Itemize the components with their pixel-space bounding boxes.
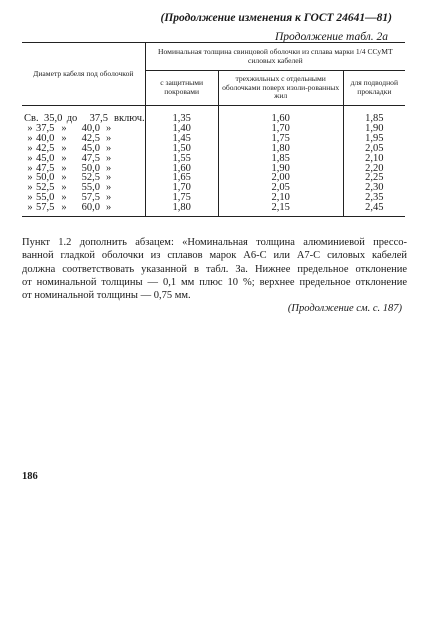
range-suffix: » (106, 152, 112, 164)
table-continuation-label: Продолжение табл. 2а (275, 31, 388, 43)
paragraph-line: ванной гладкой оболочки из сплавов марок А6-С или А7-С силовых кабелей (22, 250, 407, 262)
thickness-underwater-cell: 2,05 (343, 144, 405, 154)
range-from: 50,0 (36, 172, 55, 184)
thickness-underwater-cell: 1,95 (343, 134, 405, 144)
range-suffix: » (106, 172, 112, 184)
range-prefix: » (27, 122, 33, 134)
table-row (22, 134, 405, 144)
range-from: 57,5 (36, 202, 55, 214)
range-from: 37,5 (36, 122, 55, 134)
diameter-column-header: Диаметр кабеля под оболочкой (22, 43, 145, 106)
table-row (22, 154, 405, 164)
thickness-underwater-cell: 1,85 (343, 114, 405, 124)
thickness-protective-cell: 1,45 (145, 134, 218, 144)
range-prefix: » (27, 152, 33, 164)
range-suffix: » (106, 202, 112, 214)
table-row (22, 203, 405, 213)
table-row (22, 124, 405, 134)
thickness-three-core-cell: 1,85 (218, 154, 343, 164)
table-row (22, 193, 405, 203)
range-suffix: включ. (114, 113, 145, 124)
range-to: 42,5 (81, 132, 100, 144)
table-row (22, 164, 405, 174)
range-to: 47,5 (81, 152, 100, 164)
thickness-underwater-cell: 2,10 (343, 154, 405, 164)
range-prefix: » (27, 192, 33, 204)
continuation-note: (Продолжение см. с. 187) (287, 303, 402, 314)
thickness-protective-cell: 1,65 (145, 173, 218, 183)
range-to: 57,5 (81, 192, 100, 204)
table-row (22, 114, 405, 124)
range-to: 45,0 (81, 142, 100, 154)
thickness-protective-cell: 1,80 (145, 203, 218, 213)
thickness-three-core-cell: 1,90 (218, 164, 343, 174)
subheader-underwater: для подводной прокладки (343, 71, 405, 106)
table-row (22, 144, 405, 154)
thickness-protective-cell: 1,70 (145, 183, 218, 193)
range-to: 50,0 (81, 162, 100, 174)
thickness-three-core-cell: 1,75 (218, 134, 343, 144)
range-to: 37,5 (89, 113, 108, 124)
range-separator: » (61, 182, 67, 194)
thickness-three-core-cell: 2,15 (218, 203, 343, 213)
thickness-three-core-cell: 2,00 (218, 173, 343, 183)
range-prefix: » (27, 142, 33, 154)
range-prefix: » (27, 132, 33, 144)
diameter-range-cell (22, 203, 145, 213)
subheader-three-core: трехжильных с отдельными оболочками поверх изоли-рованных жил (218, 71, 343, 106)
paragraph-line: от номинальной толщины — 0,75 мм. (22, 290, 191, 302)
range-suffix: » (106, 122, 112, 134)
range-prefix: Св. (24, 113, 39, 124)
page-number: 186 (22, 471, 38, 482)
range-prefix: » (27, 172, 33, 184)
range-to: 60,0 (81, 202, 100, 214)
range-separator: » (61, 152, 67, 164)
range-from: 40,0 (36, 132, 55, 144)
thickness-underwater-cell: 2,45 (343, 203, 405, 213)
range-prefix: » (27, 162, 33, 174)
thickness-three-core-cell: 1,60 (218, 114, 343, 124)
range-separator: » (61, 192, 67, 204)
thickness-protective-cell: 1,75 (145, 193, 218, 203)
paragraph-clause-1-2 (22, 236, 407, 302)
subheader-protective-covers: с защитными покровами (145, 71, 218, 106)
range-from: 35,0 (44, 113, 63, 124)
range-from: 45,0 (36, 152, 55, 164)
range-separator: » (61, 162, 67, 174)
thickness-underwater-cell: 2,25 (343, 173, 405, 183)
thickness-table (22, 42, 405, 217)
paragraph-line: должна соответствовать указанной в табл. За. Нижнее предельное отклонение (22, 263, 407, 275)
thickness-protective-cell: 1,60 (145, 164, 218, 174)
paragraph-line: Пункт 1.2 дополнить абзацем: «Номинальная толщина алюминиевой прессо- (22, 237, 407, 248)
range-suffix: » (106, 192, 112, 204)
range-from: 42,5 (36, 142, 55, 154)
range-from: 55,0 (36, 192, 55, 204)
range-suffix: » (106, 162, 112, 174)
thickness-three-core-cell: 2,05 (218, 183, 343, 193)
thickness-underwater-cell: 2,20 (343, 164, 405, 174)
thickness-protective-cell: 1,55 (145, 154, 218, 164)
thickness-three-core-cell: 2,10 (218, 193, 343, 203)
thickness-group-header: Номинальная толщина свинцовой оболочки из сплава марки 1/4 ССуМТ силовых кабелей (145, 43, 405, 71)
range-separator: » (61, 122, 67, 134)
range-suffix: » (106, 132, 112, 144)
thickness-protective-cell: 1,50 (145, 144, 218, 154)
paragraph-line: от номинальной толщины — 0,1 мм плюс 10 %; верхнее предельное отклонение (22, 276, 407, 288)
thickness-underwater-cell: 2,35 (343, 193, 405, 203)
range-separator: » (61, 202, 67, 214)
thickness-underwater-cell: 1,90 (343, 124, 405, 134)
range-prefix: » (27, 202, 33, 214)
range-separator: » (61, 142, 67, 154)
range-suffix: » (106, 182, 112, 194)
range-separator: » (61, 132, 67, 144)
range-to: 40,0 (81, 122, 100, 134)
range-from: 52,5 (36, 182, 55, 194)
thickness-protective-cell: 1,40 (145, 124, 218, 134)
thickness-underwater-cell: 2,30 (343, 183, 405, 193)
range-from: 47,5 (36, 162, 55, 174)
thickness-three-core-cell: 1,80 (218, 144, 343, 154)
range-suffix: » (106, 142, 112, 154)
range-separator: » (61, 172, 67, 184)
range-separator: до (66, 113, 78, 124)
thickness-protective-cell: 1,35 (145, 114, 218, 124)
range-prefix: » (27, 182, 33, 194)
range-to: 55,0 (81, 182, 100, 194)
table-row (22, 183, 405, 193)
table-row (22, 173, 405, 183)
continuation-header: (Продолжение изменения к ГОСТ 24641—81) (160, 12, 392, 24)
range-to: 52,5 (81, 172, 100, 184)
thickness-three-core-cell: 1,70 (218, 124, 343, 134)
